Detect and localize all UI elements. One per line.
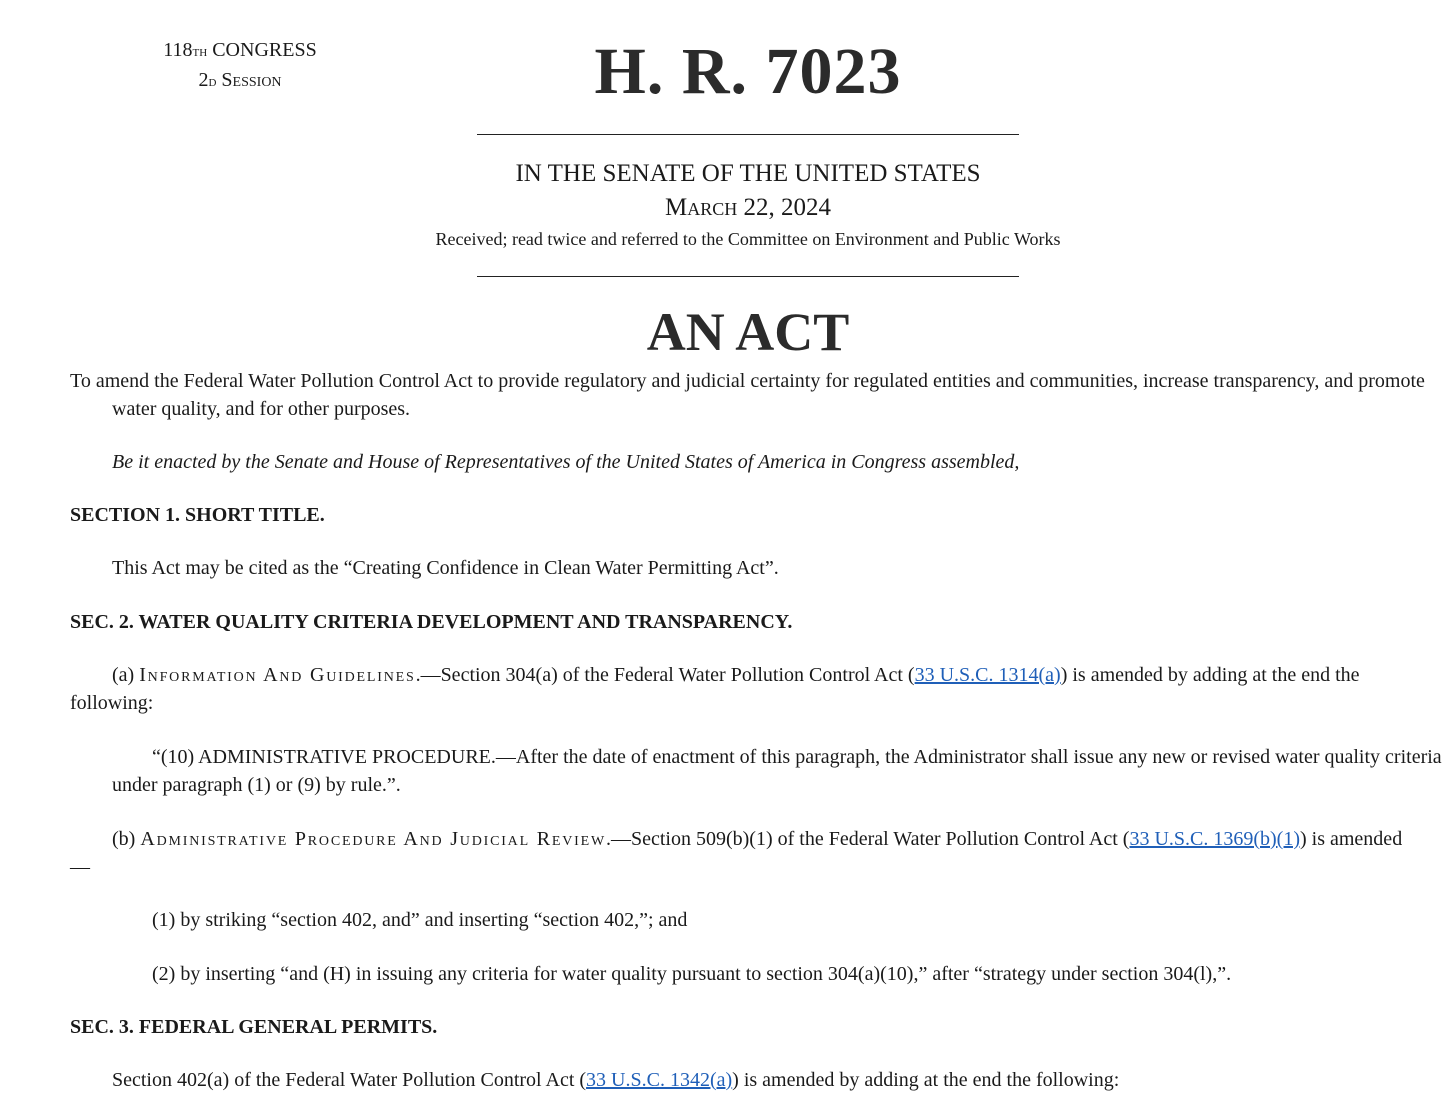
congress-suffix: th	[192, 44, 208, 60]
senate-date-month: March	[665, 194, 738, 221]
congress-word: CONGRESS	[212, 39, 317, 61]
section-2a-text-2: ) is amended by adding at the end the following:	[70, 664, 1360, 714]
section-2-heading: SEC. 2. WATER QUALITY CRITERIA DEVELOPMENT AND TRANSPARENCY.	[70, 611, 793, 633]
bottom-divider	[477, 276, 1019, 277]
congress-number: 118	[163, 39, 193, 61]
top-divider	[477, 134, 1019, 135]
section-2a-text-1: .—Section 304(a) of the Federal Water Pollution Control Act (	[415, 664, 915, 686]
act-title: AN ACT	[646, 302, 850, 362]
act-purpose: To amend the Federal Water Pollution Control Act to provide regulatory and judicial certainty for regulated entities and communities, increase transparency, and promote water quality, and for other purposes.	[70, 370, 1425, 420]
senate-date	[0, 192, 1456, 224]
section-2a-paragraph	[70, 661, 1410, 717]
senate-date-rest: 22, 2024	[737, 194, 831, 221]
session-word: Session	[221, 69, 282, 91]
usc-1314a-link[interactable]: 33 U.S.C. 1314(a)	[914, 664, 1061, 686]
usc-1342a-link[interactable]: 33 U.S.C. 1342(a)	[586, 1069, 733, 1091]
section-1-heading: SECTION 1. SHORT TITLE.	[70, 504, 325, 526]
enacting-clause: Be it enacted by the Senate and House of Representatives of the United States of America in Congress assembled,	[112, 451, 1020, 473]
section-2b-title: Administrative Procedure And Judicial Review	[140, 828, 606, 850]
session-number: 2	[198, 69, 209, 91]
section-1-text: This Act may be cited as the “Creating Confidence in Clean Water Permitting Act”.	[112, 557, 779, 579]
section-2b-paragraph	[70, 825, 1410, 881]
section-2b-text-2: ) is amended—	[70, 828, 1403, 878]
section-3-text-2: ) is amended by adding at the end the following:	[732, 1069, 1120, 1091]
session-suffix: d	[208, 74, 217, 90]
section-2b-item-2: (2) by inserting “and (H) in issuing any criteria for water quality pursuant to section 304(a)(10),” after “strategy under section 304(l),”.	[152, 963, 1232, 985]
section-2a-label: (a)	[112, 664, 140, 686]
section-3-text	[70, 1066, 1452, 1094]
usc-1369b1-link[interactable]: 33 U.S.C. 1369(b)(1)	[1129, 828, 1300, 850]
section-2b-text-1: .—Section 509(b)(1) of the Federal Water Pollution Control Act (	[605, 828, 1130, 850]
senate-title: IN THE SENATE OF THE UNITED STATES	[515, 160, 981, 187]
section-3-text-1: Section 402(a) of the Federal Water Pollution Control Act (	[112, 1069, 587, 1091]
quoted-paragraph-10: “(10) ADMINISTRATIVE PROCEDURE.—After the date of enactment of this paragraph, the Administrator shall issue any new or revised water quality criteria under paragraph (1) or (9) by rule.”.	[112, 746, 1442, 796]
section-3-heading: SEC. 3. FEDERAL GENERAL PERMITS.	[70, 1016, 438, 1038]
bill-number: H. R. 7023	[594, 35, 902, 108]
section-2b-label: (b)	[112, 828, 141, 850]
section-2b-item-1: (1) by striking “section 402, and” and inserting “section 402,”; and	[152, 909, 688, 931]
section-2a-title: Information And Guidelines	[139, 664, 416, 686]
committee-referral: Received; read twice and referred to the Committee on Environment and Public Works	[435, 229, 1061, 249]
